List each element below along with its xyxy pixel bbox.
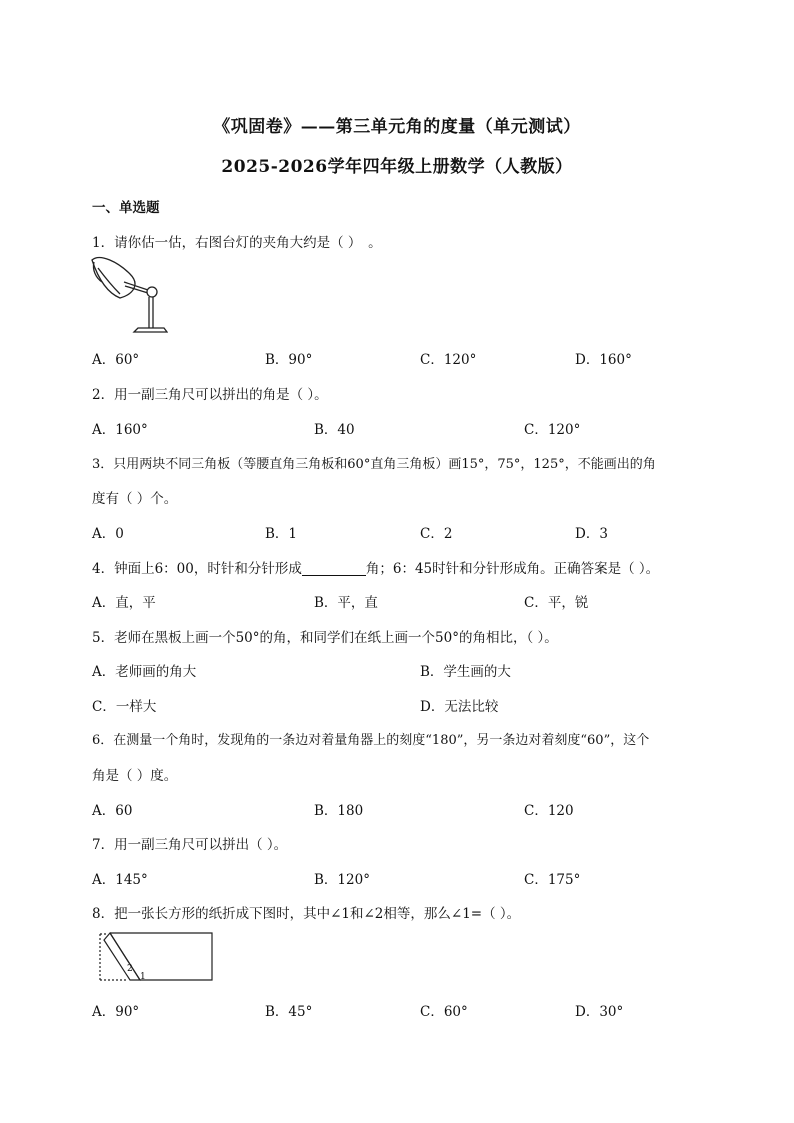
question-1-option-a: A．60°	[92, 352, 140, 368]
question-8-option-d: D．30°	[575, 1004, 624, 1020]
question-2-option-a: A．160°	[92, 422, 148, 438]
document-subtitle: 2025-2026学年四年级上册数学（人教版）	[221, 157, 573, 177]
question-2-stem: 2．用一副三角尺可以拼出的角是（ ）。	[92, 387, 328, 403]
question-5-stem: 5．老师在黑板上画一个50°的角，和同学们在纸上画一个50°的角相比，（ ）。	[92, 630, 558, 646]
question-3-option-a: A．0	[92, 526, 124, 542]
question-3-option-b: B．1	[265, 526, 298, 542]
question-6-option-b: B．180	[314, 803, 364, 819]
question-3-option-c: C．2	[420, 526, 453, 542]
question-3-stem-line2: 度有（ ）个。	[92, 491, 178, 507]
question-3-option-d: D．3	[575, 526, 608, 542]
question-1-option-c: C．120°	[420, 352, 477, 368]
answer-blank	[302, 561, 366, 576]
question-8-option-c: C．60°	[420, 1004, 468, 1020]
angle-2-label: 2	[127, 964, 133, 974]
question-6-stem-line1: 6．在测量一个角时，发现角的一条边对着量角器上的刻度“180”，另一条边对着刻度“60”，这个	[92, 733, 650, 748]
question-1-option-d: D．160°	[575, 352, 632, 368]
question-7-option-c: C．175°	[524, 872, 581, 888]
angle-1-label: 1	[140, 972, 146, 982]
question-5-option-c: C．一样大	[92, 699, 157, 715]
question-4-stem-part1: 4．钟面上6：00，时针和分针形成	[92, 561, 302, 577]
question-4-stem	[92, 557, 659, 577]
question-2-option-b: B．40	[314, 422, 355, 438]
question-4-option-a: A．直，平	[92, 595, 156, 611]
folded-paper-icon	[96, 928, 218, 984]
document-title: 《巩固卷》——第三单元角的度量（单元测试）	[213, 117, 581, 137]
desk-lamp-icon	[90, 254, 168, 336]
question-5-option-a: A．老师画的角大	[92, 664, 197, 680]
question-4-option-b: B．平，直	[314, 595, 378, 611]
question-6-option-a: A．60	[92, 803, 133, 819]
question-5-option-b: B．学生画的大	[420, 664, 511, 680]
question-4-stem-part2: 角；6：45时针和分针形成角。正确答案是（ ）。	[365, 561, 660, 577]
section-heading: 一、单选题	[92, 200, 160, 216]
question-4-option-c: C．平，锐	[524, 595, 589, 611]
question-8-stem: 8．把一张长方形的纸折成下图时，其中∠1和∠2相等，那么∠1=（ ）。	[92, 906, 521, 922]
question-6-option-c: C．120	[524, 803, 574, 819]
question-1-stem: 1．请你估一估，右图台灯的夹角大约是（ ） 。	[92, 235, 382, 251]
question-8-option-b: B．45°	[265, 1004, 313, 1020]
question-2-option-c: C．120°	[524, 422, 581, 438]
question-6-stem-line2: 角是（ ）度。	[92, 768, 178, 784]
question-3-stem-line1: 3．只用两块不同三角板（等腰直角三角板和60°直角三角板）画15°，75°，125°，不能画出的角	[92, 457, 656, 472]
question-7-option-a: A．145°	[92, 872, 148, 888]
question-1-option-b: B．90°	[265, 352, 313, 368]
question-5-option-d: D．无法比较	[420, 699, 499, 715]
question-7-option-b: B．120°	[314, 872, 370, 888]
question-7-stem: 7．用一副三角尺可以拼出（ ）。	[92, 837, 288, 853]
question-8-option-a: A．90°	[92, 1004, 140, 1020]
